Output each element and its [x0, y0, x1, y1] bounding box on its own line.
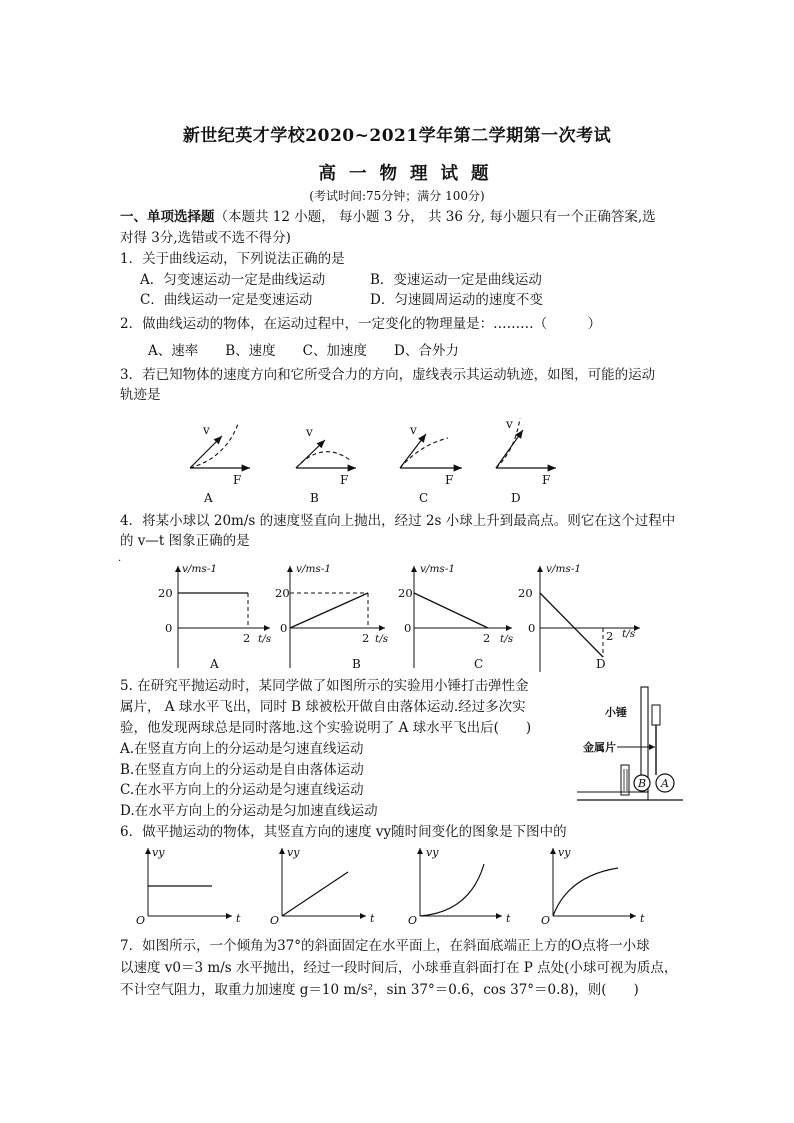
- q6-graph-d: [541, 846, 645, 927]
- q5-fig-hammer-label: 小锤: [605, 706, 627, 719]
- q3-stem: 3．若已知物体的速度方向和它所受合力的方向，虚线表示其运动轨迹，如图，可能的运动: [120, 367, 656, 383]
- q4-b-val-20: 20: [275, 586, 290, 600]
- q3-label-d: D: [511, 491, 521, 505]
- q5-option-d: D.在水平方向上的分运动是匀加速直线运动: [120, 803, 378, 819]
- q4-b-axis-x: t/s: [375, 633, 389, 645]
- q1-option-d: D．匀速圆周运动的速度不变: [370, 292, 543, 308]
- exam-subtitle: 高一物理试题: [318, 164, 502, 184]
- q4-stem: 4．将某小球以 20m/s 的速度竖直向上抛出，经过 2s 小球上升到最高点。则它在这个过程中: [120, 513, 676, 529]
- q6-d-axis-x: t: [640, 912, 645, 925]
- q4-graph-b: [275, 563, 389, 671]
- q5-option-c: C.在水平方向上的分运动是匀速直线运动: [120, 782, 364, 798]
- q4-d-val-0: 0: [528, 621, 536, 635]
- q6-stem: 6．做平抛运动的物体，其竖直方向的速度 vy随时间变化的图象是下图中的: [120, 824, 567, 840]
- q1-option-c: C．曲线运动一定是变速运动: [140, 292, 313, 308]
- section-heading: [120, 208, 656, 226]
- q1-option-a: A．匀变速运动一定是曲线运动: [140, 272, 326, 288]
- q3-d-v-label: v: [506, 417, 513, 431]
- q3-figure-c: [400, 423, 462, 505]
- q6-graph-c: [408, 846, 511, 927]
- q1-option-b: B．变速运动一定是曲线运动: [370, 272, 542, 288]
- q4-d-val-20: 20: [518, 586, 533, 600]
- q4-dot: ·: [118, 556, 122, 567]
- q3-b-v-label: v: [306, 425, 313, 439]
- q5-fig-ball-a: A: [661, 777, 669, 790]
- q3-b-f-label: F: [340, 473, 349, 487]
- q5-experiment-figure: [575, 685, 695, 805]
- q3-figure-a: [190, 423, 250, 505]
- exam-info: (考试时间:75分钟；满分 100分): [309, 189, 485, 203]
- q4-d-val-2: 2: [606, 629, 614, 643]
- q6-graph-b: [270, 846, 375, 927]
- q7-stem-line2: 以速度 v0＝3 m/s 水平抛出，经过一段时间后，小球垂直斜面打在 P 点处(小球可视为质点，: [120, 960, 678, 976]
- q6-b-origin: O: [270, 914, 280, 927]
- q5-stem-line1: 5. 在研究平抛运动时，某同学做了如图所示的实验用小锤打击弹性金: [120, 678, 529, 694]
- q6-vt-graphs: [0, 842, 794, 932]
- q3-c-v-label: v: [410, 423, 417, 437]
- q4-graph-c: [398, 563, 514, 671]
- q4-b-val-0: 0: [280, 621, 288, 635]
- q4-a-axis-x: t/s: [258, 633, 272, 645]
- q2-options: A、速率 B、速度 C、加速度 D、合外力: [148, 343, 459, 359]
- q3-label-c: C: [419, 491, 429, 505]
- exam-title: 新世纪英才学校2020~2021学年第二学期第一次考试: [182, 126, 612, 146]
- q4-label-a: A: [210, 657, 219, 671]
- q3-c-f-label: F: [445, 473, 454, 487]
- q4-vt-graphs: [0, 560, 794, 680]
- q6-b-axis-x: t: [370, 912, 375, 925]
- q4-c-axis-x: t/s: [500, 633, 514, 645]
- q4-label-b: B: [352, 657, 361, 671]
- q6-a-origin: O: [136, 914, 146, 927]
- q4-a-val-2: 2: [243, 631, 251, 645]
- q5-stem-line3: 验，他发现两球总是同时落地.这个实验说明了 A 球水平飞出后( ): [120, 720, 532, 736]
- q6-c-origin: O: [408, 914, 418, 927]
- q4-b-axis-y: v/ms-1: [296, 563, 332, 575]
- q4-d-axis-y: v/ms-1: [546, 563, 582, 575]
- q3-label-b: B: [310, 491, 319, 505]
- section-description-cont: 对得 3分,选错或不选不得分): [120, 230, 291, 246]
- q4-c-val-20: 20: [398, 586, 413, 600]
- q4-a-axis-y: v/ms-1: [182, 563, 218, 575]
- q6-a-axis-y: vy: [152, 846, 165, 859]
- section-heading-label: 一、单项选择题: [120, 209, 215, 225]
- q6-c-axis-y: vy: [426, 846, 439, 859]
- q2-stem: 2．做曲线运动的物体，在运动过程中，一定变化的物理量是：………（ ）: [120, 316, 602, 332]
- q7-stem-line3: 不计空气阻力，取重力加速度 g＝10 m/s²，sin 37°＝0.6，cos 37°＝0.8)，则( ): [120, 982, 639, 998]
- q4-d-axis-x: t/s: [622, 628, 636, 640]
- q5-stem-line2: 属片， A 球水平飞出，同时 B 球被松开做自由落体运动.经过多次实: [120, 699, 526, 715]
- q5-fig-plate-label: 金属片: [583, 741, 616, 754]
- q1-stem: 1．关于曲线运动，下列说法正确的是: [120, 251, 345, 267]
- q4-label-d: D: [596, 657, 606, 671]
- q3-d-f-label: F: [542, 473, 551, 487]
- q4-stem-cont: 的 v—t 图象正确的是: [120, 533, 250, 549]
- q6-c-axis-x: t: [506, 912, 511, 925]
- q3-a-f-label: F: [233, 473, 242, 487]
- q6-a-axis-x: t: [236, 912, 241, 925]
- q4-a-val-20: 20: [158, 586, 173, 600]
- q6-d-axis-y: vy: [558, 846, 571, 859]
- q4-graph-d: [518, 563, 640, 672]
- q3-figure-b: [296, 425, 356, 505]
- q3-a-v-label: v: [203, 423, 210, 437]
- q5-option-a: A.在竖直方向上的分运动是匀速直线运动: [120, 741, 364, 757]
- q5-fig-ball-b: B: [638, 777, 647, 790]
- q3-stem-cont: 轨迹是: [120, 387, 161, 403]
- q3-label-a: A: [204, 491, 213, 505]
- q4-graph-a: [158, 563, 272, 671]
- q3-figure-d: [496, 417, 556, 505]
- q6-graph-a: [136, 846, 241, 927]
- q4-b-val-2: 2: [362, 631, 370, 645]
- q3-trajectory-figures: [0, 410, 794, 510]
- q6-b-axis-y: vy: [287, 846, 300, 859]
- section-description: （本题共 12 小题， 每小题 3 分， 共 36 分, 每小题只有一个正确答案,选: [214, 209, 656, 225]
- q6-d-origin: O: [541, 914, 551, 927]
- q4-c-val-2: 2: [483, 631, 491, 645]
- q4-a-val-0: 0: [165, 621, 173, 635]
- q4-c-axis-y: v/ms-1: [420, 563, 456, 575]
- q5-option-b: B.在竖直方向上的分运动是自由落体运动: [120, 762, 364, 778]
- q4-c-val-0: 0: [404, 621, 412, 635]
- q4-label-c: C: [474, 657, 484, 671]
- q7-stem-line1: 7．如图所示，一个倾角为37°的斜面固定在水平面上，在斜面底端正上方的O点将一小球: [120, 938, 650, 954]
